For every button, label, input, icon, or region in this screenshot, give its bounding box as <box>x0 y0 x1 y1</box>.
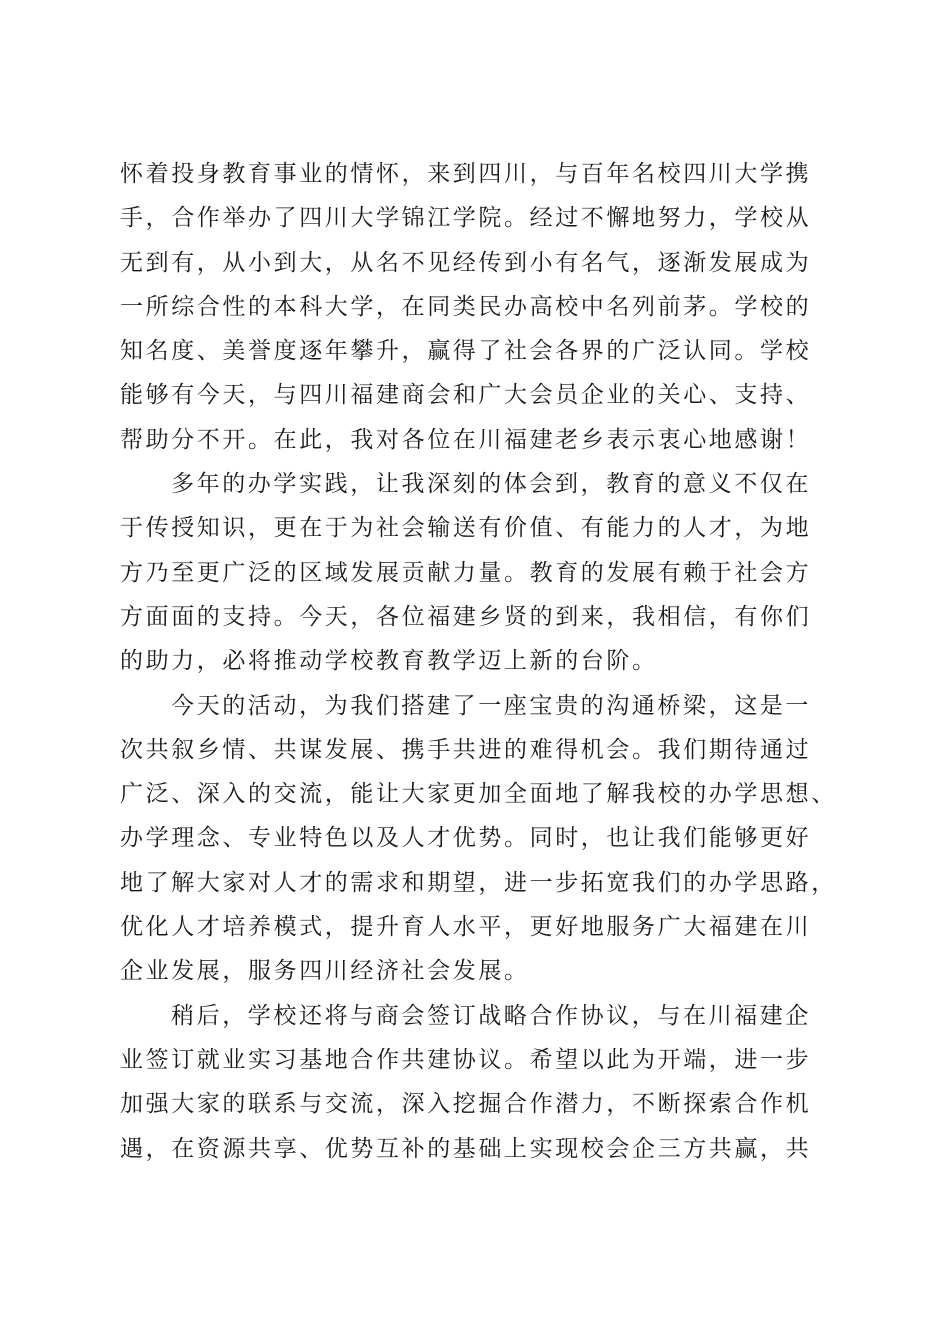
text-line: 遇，在资源共享、优势互补的基础上实现校会企三方共赢，共 <box>120 1135 812 1162</box>
text-line: 手，合作举办了四川大学锦江学院。经过不懈地努力，学校从 <box>120 205 812 232</box>
text-line: 怀着投身教育事业的情怀，来到四川，与百年名校四川大学携 <box>120 161 812 187</box>
text-line: 帮助分不开。在此，我对各位在川福建老乡表示衷心地感谢！ <box>120 426 812 453</box>
text-line: 业签订就业实习基地合作共建协议。希望以此为开端，进一步 <box>120 1046 812 1073</box>
text-line: 加强大家的联系与交流，深入挖掘合作潜力，不断探索合作机 <box>120 1091 812 1118</box>
paragraph-start-line: 稍后，学校还将与商会签订战略合作协议，与在川福建企 <box>171 1002 811 1029</box>
text-line: 能够有今天，与四川福建商会和广大会员企业的关心、支持、 <box>120 382 812 409</box>
speech-body-text <box>120 152 837 1171</box>
text-line: 企业发展，服务四川经济社会发展。 <box>120 958 530 985</box>
paragraph-start-line: 今天的活动，为我们搭建了一座宝贵的沟通桥梁，这是一 <box>171 692 811 719</box>
text-line: 优化人才培养模式，提升育人水平，更好地服务广大福建在川 <box>120 914 812 941</box>
text-line: 地了解大家对人才的需求和期望，进一步拓宽我们的办学思路， <box>120 869 837 896</box>
paragraph-start-line: 多年的办学实践，让我深刻的体会到，教育的意义不仅在 <box>171 471 811 498</box>
text-line: 广泛、深入的交流，能让大家更加全面地了解我校的办学思想、 <box>120 781 837 808</box>
text-line: 一所综合性的本科大学，在同类民办高校中名列前茅。学校的 <box>120 293 812 320</box>
text-line: 方乃至更广泛的区域发展贡献力量。教育的发展有赖于社会方 <box>120 559 812 586</box>
text-line: 无到有，从小到大，从名不见经传到小有名气，逐渐发展成为 <box>120 249 812 276</box>
text-line: 于传授知识，更在于为社会输送有价值、有能力的人才，为地 <box>120 515 812 542</box>
text-line: 办学理念、专业特色以及人才优势。同时，也让我们能够更好 <box>120 825 812 852</box>
text-line: 方面面的支持。今天，各位福建乡贤的到来，我相信，有你们 <box>120 603 812 630</box>
text-line: 知名度、美誉度逐年攀升，赢得了社会各界的广泛认同。学校 <box>120 338 812 365</box>
text-line: 的助力，必将推动学校教育教学迈上新的台阶。 <box>120 648 658 675</box>
text-line: 次共叙乡情、共谋发展、携手共进的难得机会。我们期待通过 <box>120 736 812 763</box>
